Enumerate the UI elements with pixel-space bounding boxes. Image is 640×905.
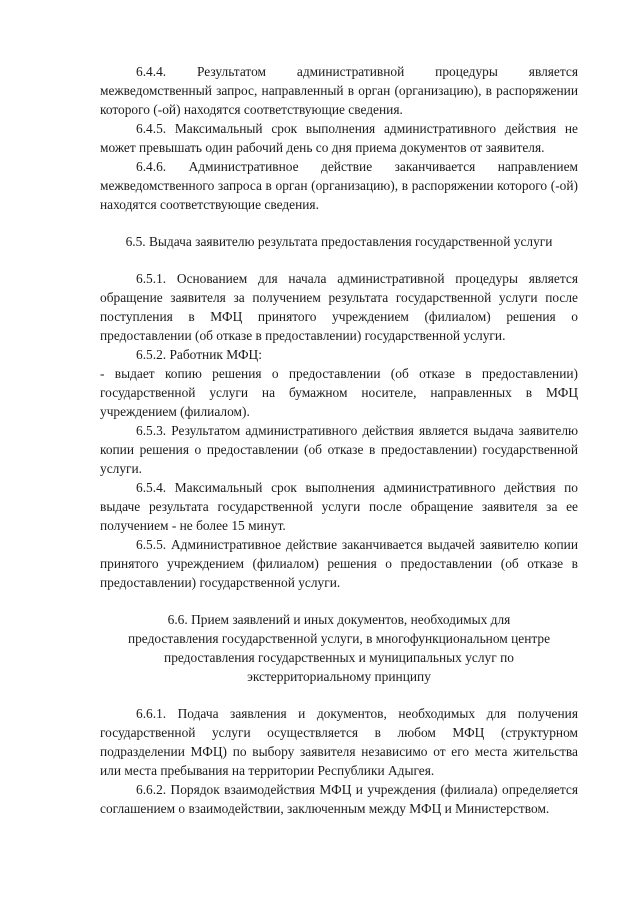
paragraph-6-4-4: 6.4.4. Результатом административной процедуры является межведомственный запрос, направленный в орган (организацию), в распоряжении которого (-ой) находятся соответствующие сведения.	[100, 64, 578, 117]
heading-line: предоставления государственной услуги, в многофункциональном центре	[127, 631, 551, 646]
paragraph-6-6-1: 6.6.1. Подача заявления и документов, необходимых для получения государственной услуги осуществляется в любом МФЦ (структурном подразделении МФЦ) по выбору заявителя независимо от его места жительства или места пребывания на территории Республики Адыгея.	[100, 706, 578, 778]
spacer	[100, 214, 578, 232]
paragraph-6-5-5: 6.5.5. Административное действие заканчивается выдачей заявителю копии принятого учреждением (филиалом) решения о предоставлении (об отказе в предоставлении) государственной услуги.	[100, 537, 578, 590]
paragraph-6-5-2-list-item: - выдает копию решения о предоставлении (об отказе в предоставлении) государственной услуги на бумажном носителе, направленных в МФЦ учреждением (филиалом).	[100, 366, 578, 419]
section-heading-6-6	[100, 610, 578, 686]
document-page	[100, 62, 578, 818]
paragraph-6-6-2: 6.6.2. Порядок взаимодействия МФЦ и учреждения (филиала) определяется соглашением о взаимодействии, заключенным между МФЦ и Министерством.	[100, 782, 578, 816]
heading-line: предоставления государственных и муниципальных услуг по	[164, 650, 514, 665]
heading-line: 6.6. Прием заявлений и иных документов, необходимых для	[167, 612, 511, 627]
paragraph-6-4-6: 6.4.6. Административное действие заканчивается направлением межведомственного запроса в орган (организацию), в распоряжении которого (-ой) находятся соответствующие сведения.	[100, 159, 578, 212]
paragraph-6-5-3: 6.5.3. Результатом административного действия является выдача заявителю копии решения о предоставлении (об отказе в предоставлении) государственной услуги.	[100, 423, 578, 476]
paragraph-6-5-1: 6.5.1. Основанием для начала административной процедуры является обращение заявителя за получением результата государственной услуги после поступления в МФЦ принятого учреждением (филиалом) решения о предоставлении (об отказе в предоставлении) государственной услуги.	[100, 271, 578, 343]
section-heading-6-5: 6.5. Выдача заявителю результата предоставления государственной услуги	[125, 234, 553, 249]
paragraph-6-4-5: 6.4.5. Максимальный срок выполнения административного действия не может превышать один рабочий день со дня приема документов от заявителя.	[100, 121, 578, 155]
spacer	[100, 686, 578, 704]
paragraph-6-5-2: 6.5.2. Работник МФЦ:	[136, 347, 262, 362]
spacer	[100, 592, 578, 610]
spacer	[100, 251, 578, 269]
heading-line: экстерриториальному принципу	[247, 669, 431, 684]
paragraph-6-5-4: 6.5.4. Максимальный срок выполнения административного действия по выдаче результата государственной услуги после обращение заявителя за ее получением - не более 15 минут.	[100, 480, 578, 533]
